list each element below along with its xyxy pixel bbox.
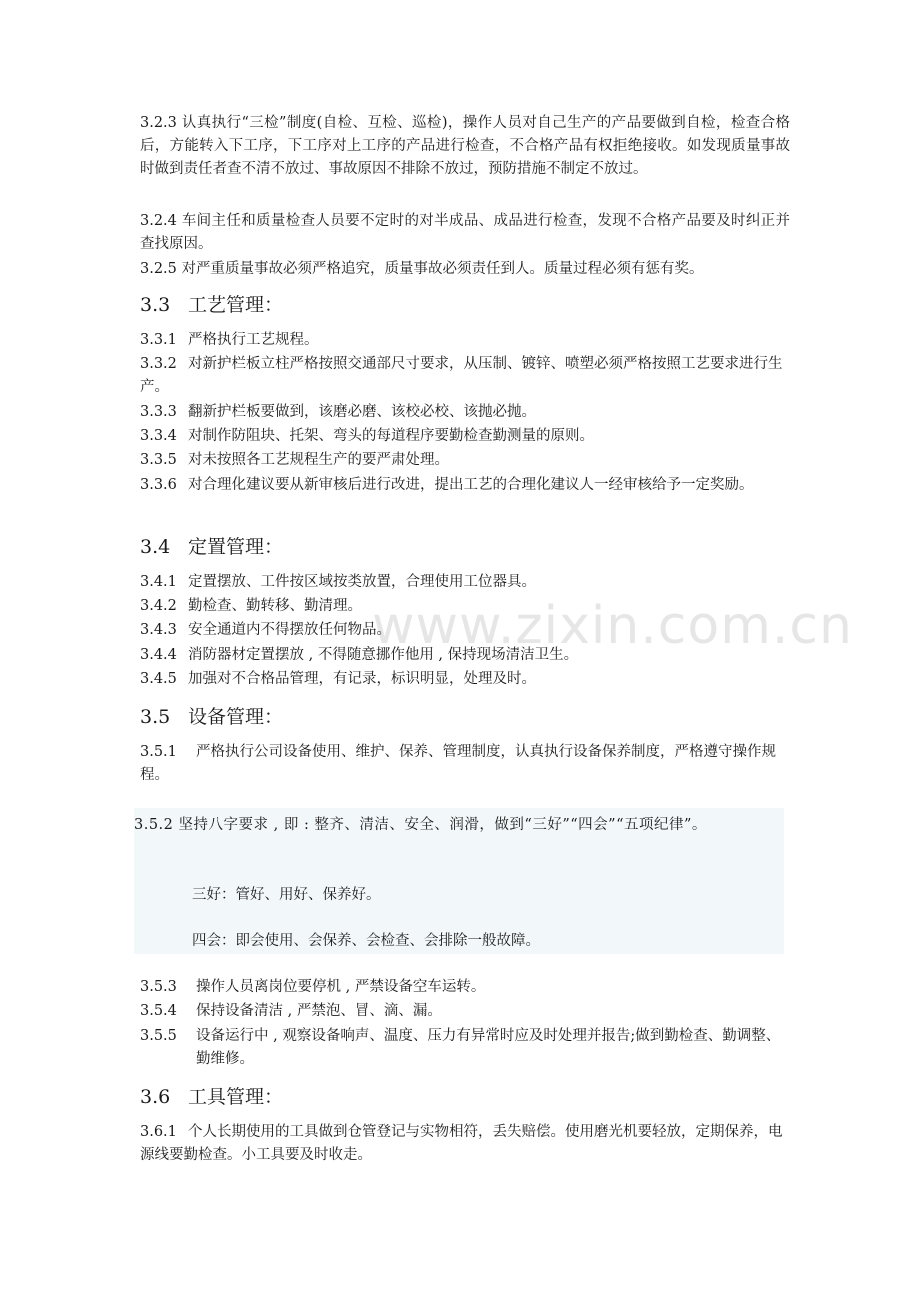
- list-item-3-4-5: 3.4.5 加强对不合格品管理，有记录，标识明显，处理及时。: [140, 671, 536, 687]
- section-heading-3-3: [140, 290, 283, 320]
- section-title: 工具管理：: [188, 1086, 284, 1108]
- list-item-3-5-5: 3.5.5 设备运行中 , 观察设备响声、温度、压力有异常时应及时处理并报告;做到勤检查、勤调整、勤维修。: [140, 1028, 781, 1067]
- list-item-3-3-4: 3.3.4 对制作防阻块、托架、弯头的每道程序要勤检查勤测量的原则。: [140, 428, 594, 444]
- paragraph-3-2-5: 3.2.5 对严重质量事故必须严格追究，质量事故必须责任到人。质量过程必须有惩有奖。: [140, 261, 704, 277]
- list-item-3-3-5: 3.3.5 对未按照各工艺规程生产的要严肃处理。: [140, 452, 449, 468]
- list-item-3-6-1: 3.6.1 个人长期使用的工具做到仓管登记与实物相符，丢失赔偿。使用磨光机要轻放，定期保养，电源线要勤检查。小工具要及时收走。: [140, 1124, 783, 1163]
- list-item-3-4-3: 3.4.3 安全通道内不得摆放任何物品。: [140, 622, 391, 638]
- section-title: 定置管理：: [188, 536, 284, 558]
- section-title: 设备管理：: [188, 706, 284, 728]
- list-item-3-4-2: 3.4.2 勤检查、勤转移、勤清理。: [140, 598, 362, 614]
- section-heading-3-6: [140, 1082, 283, 1112]
- section-title: 工艺管理：: [188, 294, 284, 316]
- list-item-3-3-6: 3.3.6 对合理化建议要从新审核后进行改进，提出工艺的合理化建议人一经审核给予一定奖励。: [140, 477, 754, 493]
- list-item-3-5-3: 3.5.3 操作人员离岗位要停机 , 严禁设备空车运转。: [140, 979, 486, 995]
- highlight-block-3-5-2: [134, 808, 784, 954]
- section-heading-3-5: [140, 702, 283, 732]
- list-item-3-3-2: 3.3.2 对新护栏板立柱严格按照交通部尺寸要求，从压制、镀锌、喷塑必须严格按照工艺要求进行生产。: [140, 356, 783, 395]
- sihui-line: 四会：即会使用、会保养、会检查、会排除一般故障。: [192, 933, 540, 949]
- list-item-3-3-1: 3.3.1 严格执行工艺规程。: [140, 332, 319, 348]
- section-number: 3.3: [140, 294, 171, 316]
- paragraph-3-2-4: 3.2.4 车间主任和质量检查人员要不定时的对半成品、成品进行检查，发现不合格产品要及时纠正并查找原因。: [140, 213, 790, 252]
- sanhao-line: 三好：管好、用好、保养好。: [192, 887, 381, 903]
- watermark: www.zixin.com.cn: [372, 596, 853, 656]
- list-item-3-3-3: 3.3.3 翻新护栏板要做到，该磨必磨、该校必校、该抛必抛。: [140, 404, 536, 420]
- paragraph-3-2-3: 3.2.3 认真执行“三检”制度(自检、互检、巡检)，操作人员对自己生产的产品要做到自检，检查合格后，方能转入下工序，下工序对上工序的产品进行检查，不合格产品有权拒绝接收。如发现质量事故时做到责任者查不清不放过、事故原因不排除不放过，预防措施不制定不放过。: [140, 115, 790, 177]
- list-item-3-5-1: 3.5.1 严格执行公司设备使用、维护、保养、管理制度，认真执行设备保养制度，严格遵守操作规程。: [140, 744, 776, 783]
- list-item-3-5-2: 3.5.2 坚持八字要求 , 即 : 整齐、清洁、安全、润滑，做到“三好”“四会”“五项纪律”。: [134, 817, 707, 833]
- section-heading-3-4: [140, 532, 283, 562]
- section-number: 3.4: [140, 536, 171, 558]
- section-number: 3.5: [140, 706, 171, 728]
- section-number: 3.6: [140, 1086, 171, 1108]
- list-item-3-4-1: 3.4.1 定置摆放、工件按区域按类放置，合理使用工位器具。: [140, 574, 536, 590]
- list-item-3-4-4: 3.4.4 消防器材定置摆放 , 不得随意挪作他用 , 保持现场清洁卫生。: [140, 647, 579, 663]
- list-item-3-5-4: 3.5.4 保持设备清洁 , 严禁泡、冒、滴、漏。: [140, 1003, 442, 1019]
